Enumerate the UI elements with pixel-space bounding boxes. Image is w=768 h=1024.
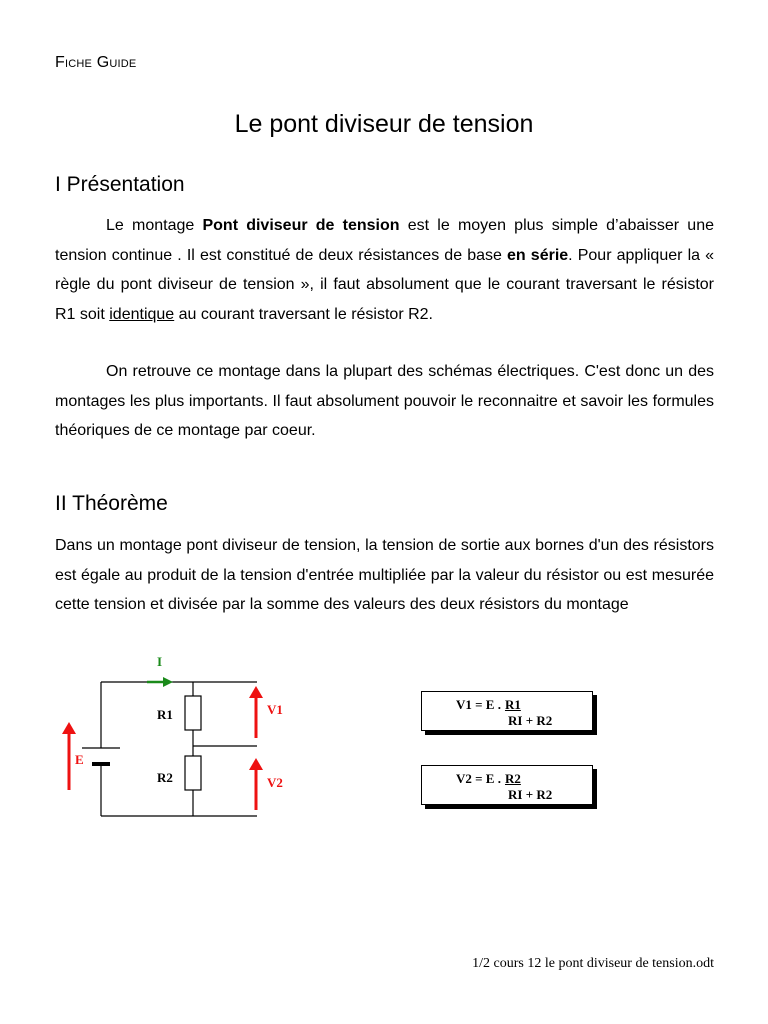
r2-label: R2 — [157, 770, 173, 785]
text-run: . Pour appliquer la « règle du pont diviseur de tension », il faut absolument que le courant traversant le résistor R1 soit — [55, 246, 715, 323]
bold-term-pont-diviseur: Pont diviseur de tension — [202, 217, 400, 234]
formula-v1-numerator: R1 — [504, 697, 521, 712]
formula-v1-left: V1 = E . — [456, 697, 501, 712]
v1-label: V1 — [267, 702, 283, 717]
formula-v2-left: V2 = E . — [456, 771, 501, 786]
paragraph-theoreme — [55, 531, 714, 620]
section-heading-theoreme: II Théorème — [55, 492, 168, 515]
v2-voltage-arrow — [249, 758, 263, 810]
paragraph-presentation-1 — [55, 211, 714, 329]
bold-term-en-serie: en série — [507, 246, 569, 264]
paragraph-presentation-2 — [55, 357, 714, 446]
battery-plate-short — [92, 762, 110, 766]
formula-v1-box — [421, 691, 593, 731]
page-footer: 1/2 cours 12 le pont diviseur de tension.odt — [472, 956, 714, 971]
text-run: est le moyen plus simple d’abaisser une tension continue . Il est constitué de deux résistances de base — [55, 217, 714, 264]
circuit-wires — [101, 682, 257, 816]
underlined-term-identique: identique — [109, 305, 175, 323]
text-run: au courant traversant le résistor R2. — [174, 305, 433, 323]
voltage-divider-circuit-diagram — [55, 650, 285, 825]
page-header: Fiche Guide — [55, 54, 137, 71]
paragraph-text: Dans un montage pont diviseur de tension, la tension de sortie aux bornes d'un des résistors est égale au produit de la tension d'entrée multipliée par la valeur du résistor ou est mesurée cette tension et divisée par la somme des valeurs des deux résistors du montage — [55, 537, 714, 613]
formula-v1-denominator: RI + R2 — [508, 713, 553, 728]
v2-label: V2 — [267, 775, 283, 790]
page-title: Le pont diviseur de tension — [234, 110, 534, 138]
current-arrow — [147, 677, 173, 687]
formula-v2-numerator: R2 — [504, 771, 521, 786]
resistor-r1 — [185, 696, 201, 730]
formula-v2-denominator: RI + R2 — [508, 787, 553, 802]
text-run: Le montage — [106, 217, 203, 234]
formula-v2-box — [421, 765, 593, 805]
e-label: E — [75, 752, 84, 767]
v1-voltage-arrow — [249, 686, 263, 738]
r1-label: R1 — [157, 707, 173, 722]
section-heading-presentation: I Présentation — [55, 173, 185, 196]
e-voltage-arrow — [62, 722, 76, 790]
paragraph-text: On retrouve ce montage dans la plupart des schémas électriques. C'est donc un des montages les plus importants. Il faut absolument pouvoir le reconnaitre et savoir les formules théoriques de ce montage par coeur. — [55, 363, 714, 439]
resistor-r2 — [185, 756, 201, 790]
current-label: I — [157, 654, 163, 669]
